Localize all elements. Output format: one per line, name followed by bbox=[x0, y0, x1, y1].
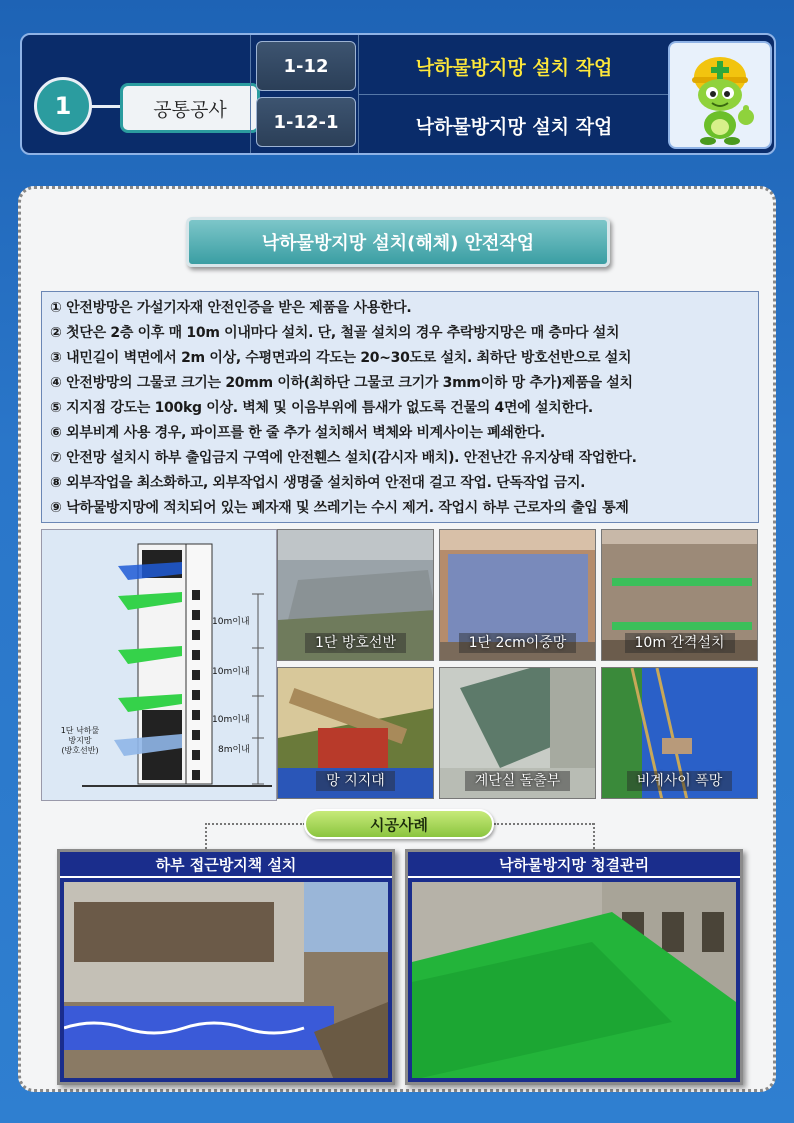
case-left-photo bbox=[64, 882, 388, 1078]
header-divider bbox=[250, 35, 251, 153]
span-label: 8m이내 bbox=[218, 745, 250, 755]
net-spacing-diagram bbox=[41, 529, 277, 801]
category-group bbox=[22, 35, 252, 153]
title-sub: 낙하물방지망 설치 작업 bbox=[415, 115, 613, 138]
rule-item: ⑦ 안전망 설치시 하부 출입금지 구역에 안전휀스 설치(감시자 배치). 안전난간 유지상태 작업한다. bbox=[50, 450, 637, 466]
photo-caption: 망 지지대 bbox=[316, 771, 395, 791]
case-connector bbox=[494, 823, 594, 825]
case-left-panel bbox=[57, 849, 395, 1085]
photo-caption: 1단 방호선반 bbox=[305, 633, 406, 653]
photo-caption: 10m 간격설치 bbox=[625, 633, 735, 653]
rule-item: ⑨ 낙하물방지망에 적치되어 있는 폐자재 및 쓰레기는 수시 제거. 작업시 하부 근로자의 출입 통제 bbox=[50, 500, 629, 516]
case-right-panel bbox=[405, 849, 743, 1085]
case-connector bbox=[593, 823, 595, 849]
case-right-photo bbox=[412, 882, 736, 1078]
case-right-title: 낙하물방지망 청결관리 bbox=[408, 852, 740, 878]
category-label: 공통공사 bbox=[120, 83, 260, 133]
photo-stair-projection bbox=[439, 667, 596, 799]
mascot-icon bbox=[668, 41, 772, 149]
code-main: 1-12 bbox=[256, 41, 356, 91]
case-connector bbox=[205, 823, 305, 825]
bottom-net-label: 1단 낙하물 방지망 (방호선반) bbox=[60, 726, 100, 755]
photo-scaffold-gap-net bbox=[601, 667, 758, 799]
span-label: 10m이내 bbox=[212, 617, 250, 627]
rule-item: ① 안전방망은 가설기자재 안전인증을 받은 제품을 사용한다. bbox=[50, 300, 412, 316]
rule-item: ④ 안전방망의 그물코 크기는 20mm 이하(최하단 그물코 크기가 3mm이하 망 추가)제품을 설치 bbox=[50, 375, 633, 391]
photo-first-tier-shelf bbox=[277, 529, 434, 661]
rule-item: ③ 내민길이 벽면에서 2m 이상, 수평면과의 각도는 20~30도로 설치. 최하단 방호선반으로 설치 bbox=[50, 350, 632, 366]
case-left-title: 하부 접근방지책 설치 bbox=[60, 852, 392, 878]
photo-10m-interval bbox=[601, 529, 758, 661]
code-sub: 1-12-1 bbox=[256, 97, 356, 147]
content-panel bbox=[18, 186, 776, 1092]
page-header bbox=[20, 33, 776, 155]
section-title: 낙하물방지망 설치(해체) 안전작업 bbox=[186, 217, 610, 267]
photo-caption: 계단실 돌출부 bbox=[465, 771, 571, 791]
rule-item: ⑧ 외부작업을 최소화하고, 외부작업시 생명줄 설치하여 안전대 걸고 작업. 단독작업 금지. bbox=[50, 475, 586, 491]
photo-caption: 1단 2cm이중망 bbox=[459, 633, 577, 653]
span-label: 10m이내 bbox=[212, 667, 250, 677]
photo-net-support bbox=[277, 667, 434, 799]
span-label: 10m이내 bbox=[212, 715, 250, 725]
case-connector bbox=[205, 823, 207, 849]
photo-double-net bbox=[439, 529, 596, 661]
rule-item: ⑤ 지지점 강도는 100kg 이상. 벽체 및 이음부위에 틈새가 없도록 건물의 4면에 설치한다. bbox=[50, 400, 593, 416]
photo-caption: 비계사이 폭망 bbox=[627, 771, 733, 791]
safety-rules-list bbox=[41, 291, 759, 523]
rule-item: ⑥ 외부비계 사용 경우, 파이프를 한 줄 추가 설치해서 벽체와 비계사이는 폐쇄한다. bbox=[50, 425, 546, 441]
section-number-badge: 1 bbox=[34, 77, 92, 135]
case-label: 시공사례 bbox=[304, 809, 494, 839]
title-main: 낙하물방지망 설치 작업 bbox=[358, 39, 670, 95]
rule-item: ② 첫단은 2층 이후 매 10m 이내마다 설치. 단, 철골 설치의 경우 추락방지망은 매 층마다 설치 bbox=[50, 325, 620, 341]
